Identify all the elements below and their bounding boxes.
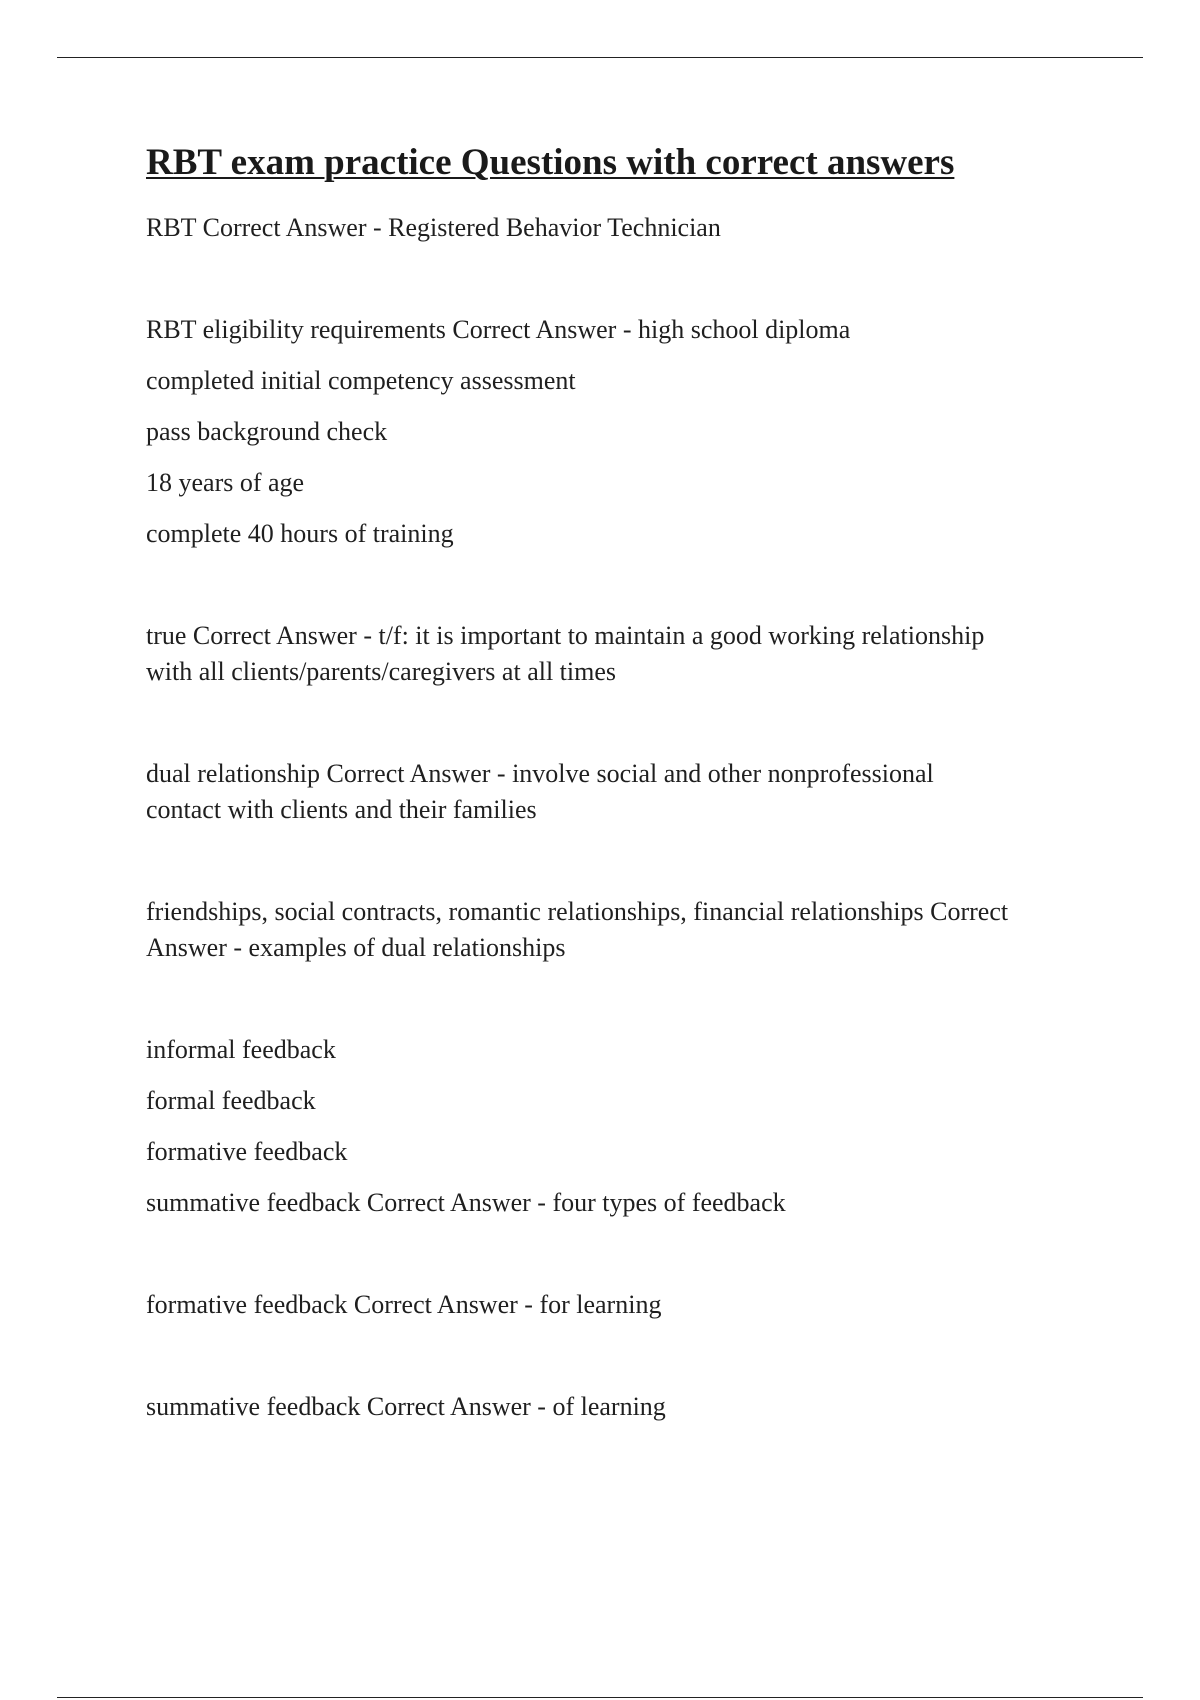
entry-dual-relationship-cont: contact with clients and their families — [146, 795, 537, 824]
bottom-rule — [57, 1697, 1143, 1698]
entry-working-relationship-cont: with all clients/parents/caregivers at all times — [146, 657, 617, 686]
entry-eligibility-item: completed initial competency assessment — [146, 366, 576, 395]
entry-eligibility-item: complete 40 hours of training — [146, 519, 454, 548]
entry-working-relationship: true Correct Answer - t/f: it is important to maintain a good working relationship — [146, 621, 985, 650]
document-body — [146, 140, 1106, 1425]
entry-eligibility-item: pass background check — [146, 417, 388, 446]
entry-feedback-item: formative feedback — [146, 1137, 348, 1166]
top-rule — [57, 57, 1143, 58]
entry-dual-examples-cont: Answer - examples of dual relationships — [146, 933, 566, 962]
entry-eligibility-item: 18 years of age — [146, 468, 305, 497]
entry-rbt-definition: RBT Correct Answer - Registered Behavior Technician — [146, 213, 721, 242]
document-title: RBT exam practice Questions with correct answers — [146, 142, 955, 183]
entry-feedback-types: summative feedback Correct Answer - four types of feedback — [146, 1188, 786, 1217]
entry-dual-examples: friendships, social contracts, romantic relationships, financial relationships Correct — [146, 897, 1009, 926]
entry-formative-feedback: formative feedback Correct Answer - for learning — [146, 1290, 662, 1319]
entry-feedback-item: formal feedback — [146, 1086, 316, 1115]
entry-dual-relationship: dual relationship Correct Answer - involve social and other nonprofessional — [146, 759, 934, 788]
entry-eligibility: RBT eligibility requirements Correct Answer - high school diploma — [146, 315, 851, 344]
entry-feedback-item: informal feedback — [146, 1035, 336, 1064]
entry-summative-feedback: summative feedback Correct Answer - of learning — [146, 1392, 666, 1421]
